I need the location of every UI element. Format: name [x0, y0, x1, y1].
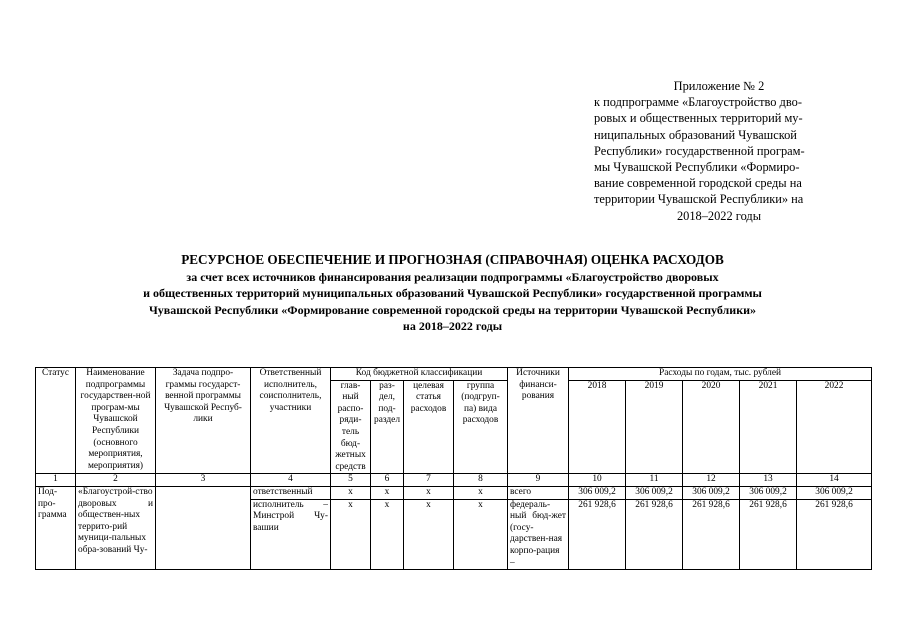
header-name: Наименование подпрограммы государствен-ной програм-мы Чувашской Республики (основного мероприятия, мероприятия) — [76, 368, 156, 474]
title-line: и общественных территорий муниципальных образований Чувашской Республики» государственной программы — [143, 286, 762, 301]
source-cell: федераль-ный бюд-жет (госу-дарствен-ная корпо-рация – — [508, 499, 569, 570]
status-cell: Под-про-грамма — [36, 486, 76, 569]
appendix-line: территории Чувашской Республики» на — [594, 192, 804, 207]
group-cell: x — [454, 499, 508, 570]
target-cell: x — [404, 486, 454, 499]
appendix-line: ниципальных образований Чувашской — [594, 127, 797, 142]
column-number: 13 — [740, 474, 797, 487]
value-cell: 261 928,6 — [797, 499, 872, 570]
header-grbs: глав-ный распо-ряди-тель бюд-жетных средств — [331, 380, 371, 474]
grbs-cell: x — [331, 486, 371, 499]
resource-table — [35, 367, 872, 570]
source-cell: всего — [508, 486, 569, 499]
column-number: 5 — [331, 474, 371, 487]
column-number: 9 — [508, 474, 569, 487]
value-cell: 261 928,6 — [740, 499, 797, 570]
column-number: 11 — [626, 474, 683, 487]
header-executor: Ответственный исполнитель, соисполнитель, участники — [251, 368, 331, 474]
appendix-line: ровых и общественных территорий му- — [594, 111, 803, 126]
appendix-title: Приложение № 2 — [673, 79, 765, 93]
appendix-line: вание современной городской среды на — [594, 176, 802, 191]
appendix-note — [594, 78, 844, 224]
appendix-line: Республики» государственной програм- — [594, 143, 805, 158]
value-cell: 261 928,6 — [626, 499, 683, 570]
column-number: 4 — [251, 474, 331, 487]
column-number-row — [36, 474, 872, 487]
header-task: Задача подпро-граммы государст-венной программы Чувашской Респуб-лики — [156, 368, 251, 474]
value-cell: 261 928,6 — [569, 499, 626, 570]
header-group: группа (подгруп-па) вида расходов — [454, 380, 508, 474]
header-year: 2019 — [626, 380, 683, 474]
value-cell: 306 009,2 — [797, 486, 872, 499]
name-cell: «Благоустрой-ство дворовых и обществен-ных террито-рий муници-пальных обра-зований Чу- — [76, 486, 156, 569]
header-expenses: Расходы по годам, тыс. рублей — [569, 368, 872, 381]
title-line: на 2018–2022 годы — [402, 318, 503, 333]
column-number: 3 — [156, 474, 251, 487]
title-line: за счет всех источников финансирования реализации подпрограммы «Благоустройство дворовых — [186, 270, 719, 284]
appendix-line: к подпрограмме «Благоустройство дво- — [594, 95, 802, 110]
grbs-cell: x — [331, 499, 371, 570]
header-year: 2018 — [569, 380, 626, 474]
appendix-line: мы Чувашской Республики «Формиро- — [594, 160, 800, 175]
header-year: 2022 — [797, 380, 872, 474]
header-sources: Источники финанси-рования — [508, 368, 569, 474]
header-section: раз-дел, под-раздел — [371, 380, 404, 474]
section-cell: x — [371, 499, 404, 570]
table-row — [36, 486, 872, 499]
column-number: 7 — [404, 474, 454, 487]
header-row — [36, 368, 872, 381]
column-number: 12 — [683, 474, 740, 487]
header-budget-code: Код бюджетной классификации — [331, 368, 508, 381]
header-target: целевая статья расходов — [404, 380, 454, 474]
column-number: 2 — [76, 474, 156, 487]
column-number: 6 — [371, 474, 404, 487]
document-title — [40, 251, 865, 334]
title-heading: РЕСУРСНОЕ ОБЕСПЕЧЕНИЕ И ПРОГНОЗНАЯ (СПРАВОЧНАЯ) ОЦЕНКА РАСХОДОВ — [181, 252, 724, 267]
target-cell: x — [404, 499, 454, 570]
executor-cell: исполнитель – Минстрой Чу-вашии — [251, 499, 331, 570]
value-cell: 261 928,6 — [683, 499, 740, 570]
appendix-years: 2018–2022 годы — [676, 208, 762, 223]
group-cell: x — [454, 486, 508, 499]
column-number: 1 — [36, 474, 76, 487]
header-year: 2021 — [740, 380, 797, 474]
section-cell: x — [371, 486, 404, 499]
header-year: 2020 — [683, 380, 740, 474]
task-cell — [156, 486, 251, 569]
value-cell: 306 009,2 — [626, 486, 683, 499]
executor-cell: ответственный — [251, 486, 331, 499]
value-cell: 306 009,2 — [740, 486, 797, 499]
header-status: Статус — [36, 368, 76, 474]
column-number: 14 — [797, 474, 872, 487]
value-cell: 306 009,2 — [683, 486, 740, 499]
column-number: 8 — [454, 474, 508, 487]
title-line: Чувашской Республики «Формирование современной городской среды на территории Чувашской Республики» — [148, 302, 757, 317]
value-cell: 306 009,2 — [569, 486, 626, 499]
column-number: 10 — [569, 474, 626, 487]
